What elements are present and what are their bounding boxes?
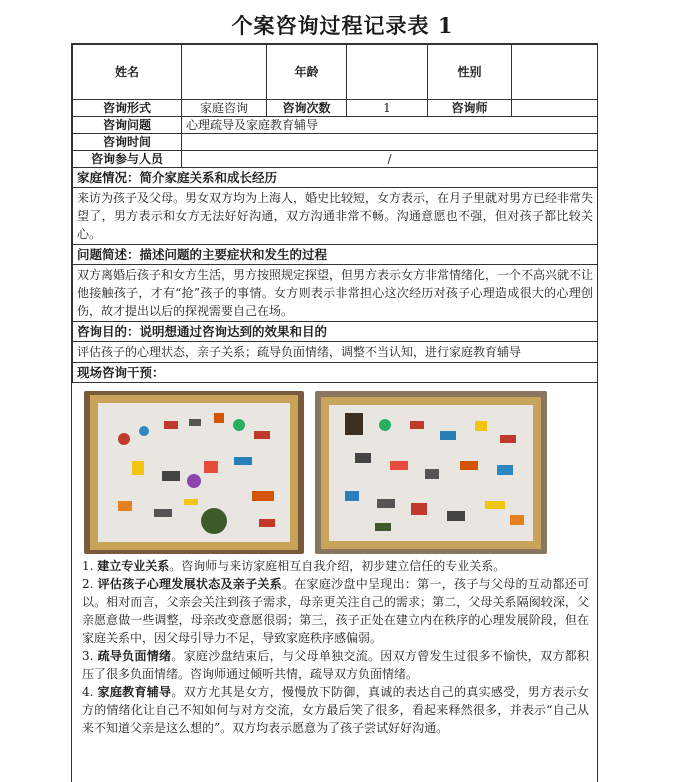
gender-field[interactable] bbox=[512, 45, 598, 100]
issue-value: 心理疏导及家庭教育辅导 bbox=[182, 117, 598, 134]
age-field[interactable] bbox=[347, 45, 428, 100]
sandtray-photo-right bbox=[315, 391, 547, 554]
goal-heading: 咨询目的：说明想通过咨询达到的效果和目的 bbox=[73, 322, 598, 342]
list-item: 2. 评估孩子心理发展状态及亲子关系。在家庭沙盘中呈现出：第一，孩子与父母的互动都还可以。相对而言，父亲会关注到孩子需求，母亲更关注自己的需求；第二，父母关系隔阂较深，父亲愿意做一些调整，母亲改变意愿很弱；第三，孩子正处在建立内在秩序的心理发展阶段，但在家庭关系中，因父母引导力不足，导致家庭秩序感偏弱。 bbox=[82, 577, 589, 645]
intervention-heading: 现场咨询干预： bbox=[73, 363, 598, 383]
list-item: 3. 疏导负面情绪。家庭沙盘结束后，与父母单独交流。因双方曾发生过很多不愉快，双方都积压了很多负面情绪。咨询师通过倾听共情，疏导双方负面情绪。 bbox=[82, 649, 589, 681]
sandtray-photos bbox=[72, 383, 597, 551]
participants-value: / bbox=[182, 151, 598, 168]
problem-text: 双方离婚后孩子和女方生活，男方按照规定探望，但男方表示女方非常情绪化，一个不高兴就不让他接触孩子，才有“抢”孩子的事情。女方则表示非常担心这次经历对孩子心理造成很大的心理创伤，故才提出以后的探视需要自己在场。 bbox=[73, 265, 598, 322]
list-item: 1. 建立专业关系。咨询师与来访家庭相互自我介绍，初步建立信任的专业关系。 bbox=[82, 559, 506, 573]
count-value: 1 bbox=[347, 100, 428, 117]
time-label: 咨询时间 bbox=[73, 134, 182, 151]
family-heading: 家庭情况：简介家庭关系和成长经历 bbox=[73, 168, 598, 188]
sandtray-photo-left bbox=[84, 391, 304, 554]
counselor-label: 咨询师 bbox=[428, 100, 512, 117]
issue-label: 咨询问题 bbox=[73, 117, 182, 134]
record-sheet bbox=[71, 43, 598, 782]
info-table bbox=[72, 44, 598, 383]
page-title: 个案咨询过程记录表 1 bbox=[231, 13, 454, 38]
problem-heading: 问题简述：描述问题的主要症状和发生的过程 bbox=[73, 245, 598, 265]
intervention-list bbox=[72, 551, 597, 737]
participants-label: 咨询参与人员 bbox=[73, 151, 182, 168]
list-item: 4. 家庭教育辅导。双方尤其是女方，慢慢放下防御，真诚的表达自己的真实感受，男方表示女方的情绪化让自己不知如何与对方交流，女方最后笑了很多，看起来释然很多，并表示“自己从来不知道父亲是这么想的”。双方均表示愿意为了孩子尝试好好沟通。 bbox=[82, 685, 589, 735]
count-label: 咨询次数 bbox=[267, 100, 347, 117]
form-label: 咨询形式 bbox=[73, 100, 182, 117]
form-value: 家庭咨询 bbox=[182, 100, 267, 117]
name-label: 姓名 bbox=[73, 45, 182, 100]
counselor-field[interactable] bbox=[512, 100, 598, 117]
name-field[interactable] bbox=[182, 45, 267, 100]
family-text: 来访为孩子及父母。男女双方均为上海人，婚史比较短，女方表示，在月子里就对男方已经非常失望了，男方表示和女方无法好好沟通，双方沟通非常不畅。沟通意愿也不强，但对孩子都比较关心。 bbox=[73, 188, 598, 245]
goal-text: 评估孩子的心理状态，亲子关系；疏导负面情绪，调整不当认知，进行家庭教育辅导 bbox=[73, 342, 598, 363]
age-label: 年龄 bbox=[267, 45, 347, 100]
time-field[interactable] bbox=[182, 134, 598, 151]
gender-label: 性别 bbox=[428, 45, 512, 100]
